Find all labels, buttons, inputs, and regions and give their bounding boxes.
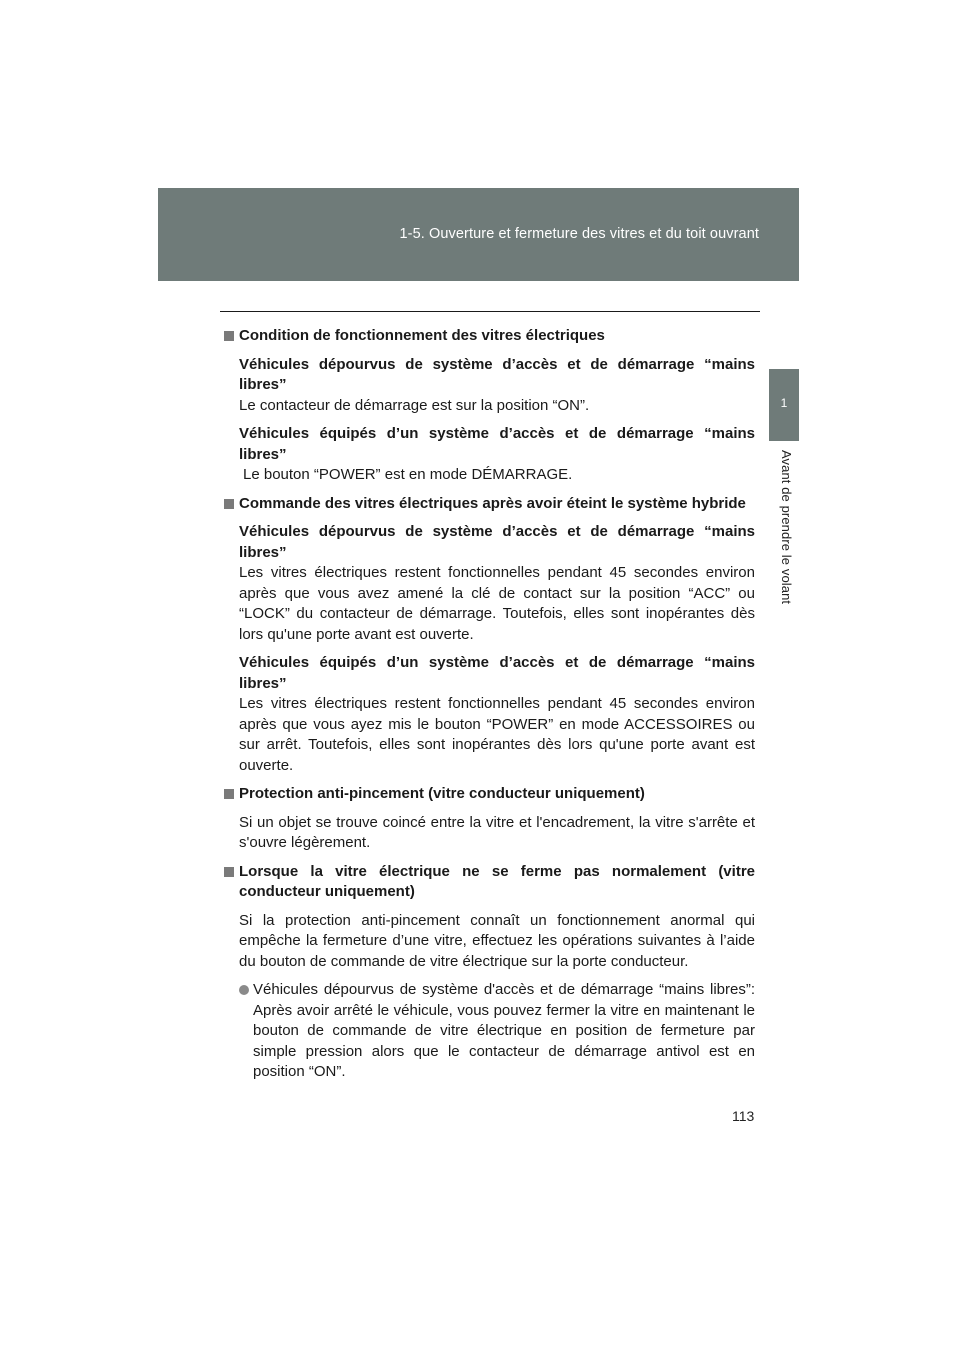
subheading: Véhicules dépourvus de système d’accès et de démarrage “mains libres” xyxy=(239,355,755,393)
paragraph: Les vitres électriques restent fonctionnelles pendant 45 secondes environ après que vous ayez mis le bouton “POWER” en mode ACCESSOIRES ou sur arrêt. Toutefois, elles sont inopérantes dès lors qu'une porte avant est ouverte. xyxy=(239,695,755,774)
square-bullet-icon xyxy=(224,499,234,509)
chapter-header-band xyxy=(158,188,799,281)
header-rule xyxy=(220,311,760,312)
header-title: 1-5. Ouverture et fermeture des vitres et du toit ouvrant xyxy=(399,226,759,242)
list-item-text: Véhicules dépourvus de système d'accès et de démarrage “mains libres”: Après avoir arrêté le véhicule, vous pouvez fermer la vitre en maintenant le bouton de commande de vitre électrique en position de fermeture par simple pression alors que le contacteur de démarrage antivol est en position “ON”. xyxy=(253,981,755,1080)
square-bullet-icon xyxy=(224,331,234,341)
paragraph: Le bouton “POWER” est en mode DÉMARRAGE. xyxy=(243,466,573,483)
chapter-label: Avant de prendre le volant xyxy=(779,450,794,605)
subheading: Véhicules dépourvus de système d’accès et de démarrage “mains libres” xyxy=(239,523,755,561)
section-title: Condition de fonctionnement des vitres électriques xyxy=(239,327,605,344)
paragraph: Le contacteur de démarrage est sur la position “ON”. xyxy=(239,396,590,414)
section-heading xyxy=(222,784,755,805)
paragraph: Si la protection anti-pincement connaît un fonctionnement anormal qui empêche la fermeture d’une vitre, effectuez les opérations suivantes à l’aide du bouton de commande de vitre électrique sur la porte conducteur. xyxy=(239,911,755,970)
section-title: Lorsque la vitre électrique ne se ferme pas normalement (vitre conducteur uniquement) xyxy=(239,862,755,900)
chapter-tab xyxy=(769,369,799,441)
paragraph: Si un objet se trouve coincé entre la vitre et l'encadrement, la vitre s'arrête et s'ouvre légèrement. xyxy=(239,813,755,851)
section-heading xyxy=(222,326,755,347)
paragraph: Les vitres électriques restent fonctionnelles pendant 45 secondes environ après que vous avez amené la clé de contact sur la position “ACC” ou “LOCK” du contacteur de démarrage. Toutefois, elles sont inopérantes dès lors qu'une porte avant est ouverte. xyxy=(239,564,755,643)
page-content xyxy=(222,326,755,1083)
list-item xyxy=(222,980,755,1083)
subheading: Véhicules équipés d’un système d’accès et de démarrage “mains libres” xyxy=(239,654,755,692)
section-heading xyxy=(222,494,755,515)
section-title: Protection anti-pincement (vitre conducteur uniquement) xyxy=(239,785,645,802)
page-number: 113 xyxy=(732,1108,755,1124)
square-bullet-icon xyxy=(224,867,234,877)
section-heading xyxy=(222,862,755,903)
circle-bullet-icon xyxy=(239,985,249,995)
section-title: Commande des vitres électriques après avoir éteint le système hybride xyxy=(239,494,746,512)
subheading: Véhicules équipés d’un système d’accès et de démarrage “mains libres” xyxy=(239,425,755,463)
chapter-number: 1 xyxy=(780,396,788,410)
square-bullet-icon xyxy=(224,789,234,799)
